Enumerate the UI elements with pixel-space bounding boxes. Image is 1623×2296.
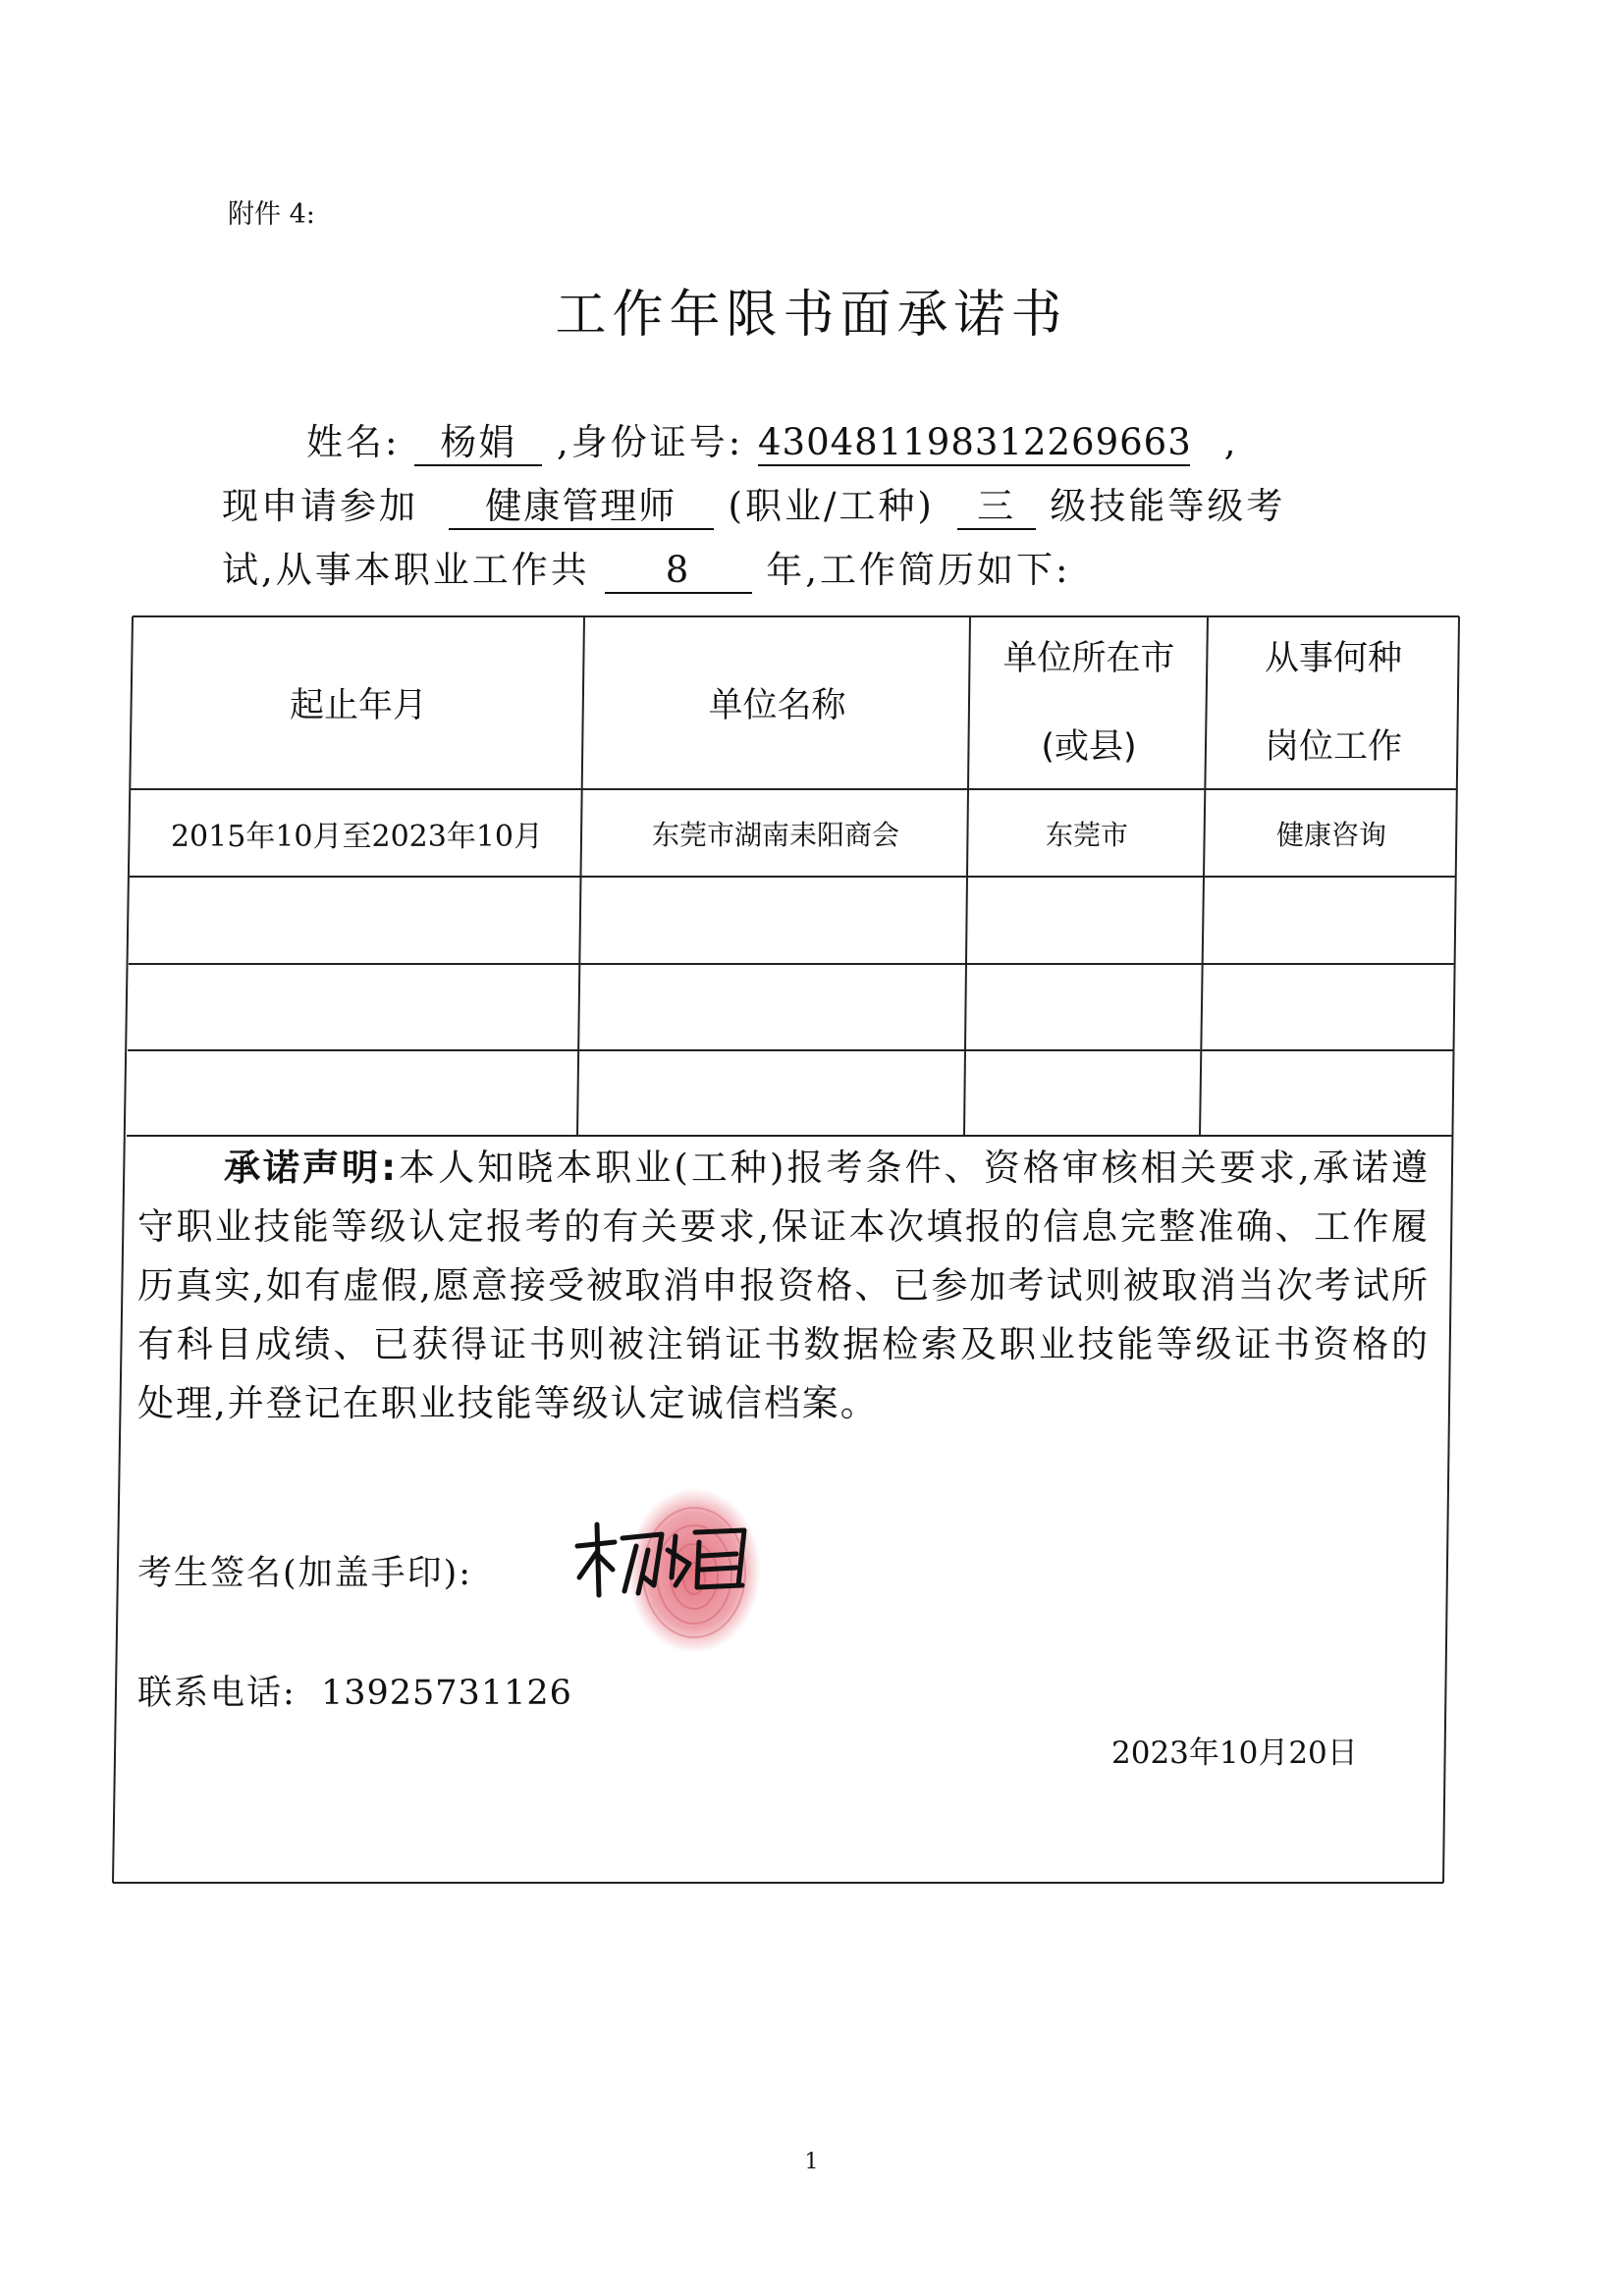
document-title: 工作年限书面承诺书	[555, 286, 1068, 345]
attachment-label: 附件 4:	[228, 199, 315, 230]
occupation-value: 健康管理师	[449, 485, 714, 530]
table-row-1-post: 健康咨询	[1275, 818, 1386, 851]
phone-label: 联系电话:	[137, 1674, 297, 1713]
header-post	[1208, 616, 1459, 789]
id-label: ,身份证号:	[557, 421, 744, 463]
declaration-heading: 承诺声明:	[224, 1147, 398, 1189]
level-value: 三	[957, 485, 1036, 530]
intro-line-3	[222, 540, 1071, 594]
header-city	[970, 616, 1208, 789]
years-suffix: 年,工作简历如下:	[766, 549, 1071, 591]
table-row-3-period	[129, 964, 580, 1050]
table-row-2-period	[130, 877, 581, 964]
page-number: 1	[804, 2150, 819, 2174]
header-post-line1: 从事何种	[1264, 639, 1402, 678]
header-city-line2: (或县)	[1041, 727, 1137, 767]
name-label: 姓名:	[306, 421, 401, 463]
intro-line-1	[306, 412, 1239, 466]
header-company: 单位名称	[708, 686, 846, 725]
level-suffix: 级技能等级考	[1050, 485, 1286, 527]
table-row-1-city: 东莞市	[1045, 818, 1128, 851]
signing-date: 2023年10月20日	[1111, 1735, 1358, 1771]
id-number-value: 430481198312269663	[758, 421, 1190, 466]
name-value: 杨娟	[414, 421, 542, 466]
years-prefix: 试,从事本职业工作共	[222, 549, 590, 591]
signature-line	[137, 1546, 472, 1595]
apply-prefix: 现申请参加	[222, 485, 418, 527]
header-city-line1: 单位所在市	[1002, 639, 1175, 678]
signature-label: 考生签名(加盖手印):	[137, 1554, 473, 1593]
phone-line	[137, 1666, 572, 1715]
declaration-paragraph	[137, 1139, 1430, 1433]
occupation-suffix: (职业/工种)	[728, 485, 935, 527]
handwritten-signature	[569, 1517, 756, 1605]
years-value: 8	[605, 549, 752, 594]
phone-value: 13925731126	[320, 1674, 572, 1713]
intro-line-2	[222, 476, 1285, 530]
header-post-line2: 岗位工作	[1264, 727, 1402, 767]
table-row-4-period	[128, 1050, 579, 1136]
declaration-body: 本人知晓本职业(工种)报考条件、资格审核相关要求,承诺遵守职业技能等级认定报考的有关要求,保证本次填报的信息完整准确、工作履历真实,如有虚假,愿意接受被取消申报资格、已参加考试则被取消当次考试所有科目成绩、已获得证书则被注销证书数据检索及职业技能等级证书资格的处理,并登记在职业技能等级认定诚信档案。	[137, 1147, 1430, 1424]
table-row-1-company: 东莞市湖南耒阳商会	[651, 818, 899, 851]
id-suffix: ,	[1223, 421, 1239, 463]
header-period: 起止年月	[289, 686, 427, 725]
table-row-1-period: 2015年10月至2023年10月	[170, 819, 544, 854]
